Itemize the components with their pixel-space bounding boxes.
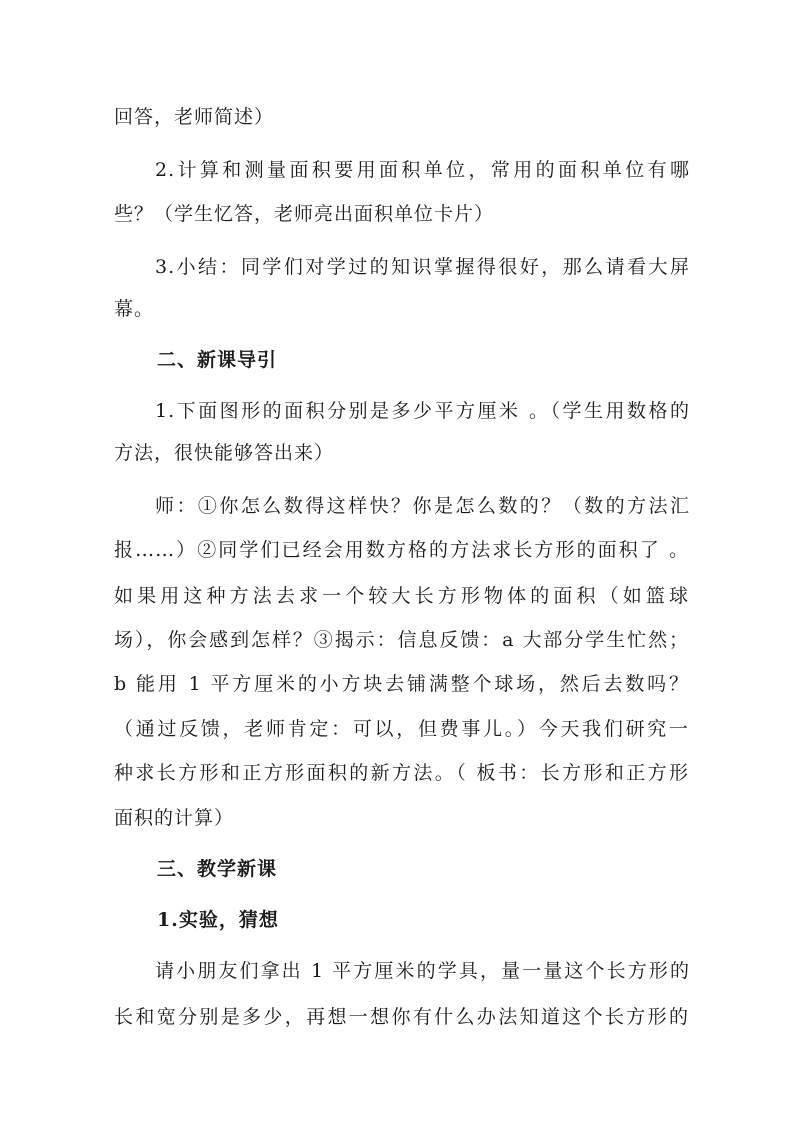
text-line-4: 3.小结：同学们对学过的知识掌握得很好，那么请看大屏 xyxy=(155,256,690,278)
section-heading-teaching-new-lesson: 三、教学新课 xyxy=(157,858,278,880)
text-line-14: （通过反馈，老师肯定：可以，但费事儿。）今天我们研究一 xyxy=(114,718,689,740)
text-line-20: 长和宽分别是多少，再想一想你有什么办法知道这个长方形的 xyxy=(114,1006,689,1028)
text-line-7: 1.下面图形的面积分别是多少平方厘米 。（学生用数格的 xyxy=(155,400,690,422)
text-line-8: 方法，很快能够答出来） xyxy=(114,442,335,464)
text-line-3: 些？（学生忆答，老师亮出面积单位卡片） xyxy=(114,203,495,225)
text-line-12: 场），你会感到怎样？③揭示：信息反馈：a 大部分学生忙然； xyxy=(114,629,689,651)
text-line-2: 2.计算和测量面积要用面积单位，常用的面积单位有哪 xyxy=(155,159,690,181)
text-line-19: 请小朋友们拿出 1 平方厘米的学具，量一量这个长方形的 xyxy=(155,960,690,982)
text-line-10: 报……）②同学们已经会用数方格的方法求长方形的面积了 。 xyxy=(114,539,689,561)
text-line-15: 种求长方形和正方形面积的新方法。（ 板书：长方形和正方形 xyxy=(114,762,689,784)
text-line-16: 面积的计算） xyxy=(114,807,235,829)
text-line-11: 如果用这种方法去求一个较大长方形物体的面积（如篮球 xyxy=(114,585,689,607)
text-line-9: 师：①你怎么数得这样快？你是怎么数的？（数的方法汇 xyxy=(155,495,690,517)
text-line-5: 幕。 xyxy=(114,298,155,320)
text-line-13: b 能用 1 平方厘米的小方块去铺满整个球场，然后去数吗？ xyxy=(114,673,689,695)
subheading-experiment-guess: 1.实验，猜想 xyxy=(157,909,279,931)
section-heading-new-lesson-intro: 二、新课导引 xyxy=(157,349,278,371)
text-line-1: 回答，老师简述） xyxy=(114,106,275,128)
